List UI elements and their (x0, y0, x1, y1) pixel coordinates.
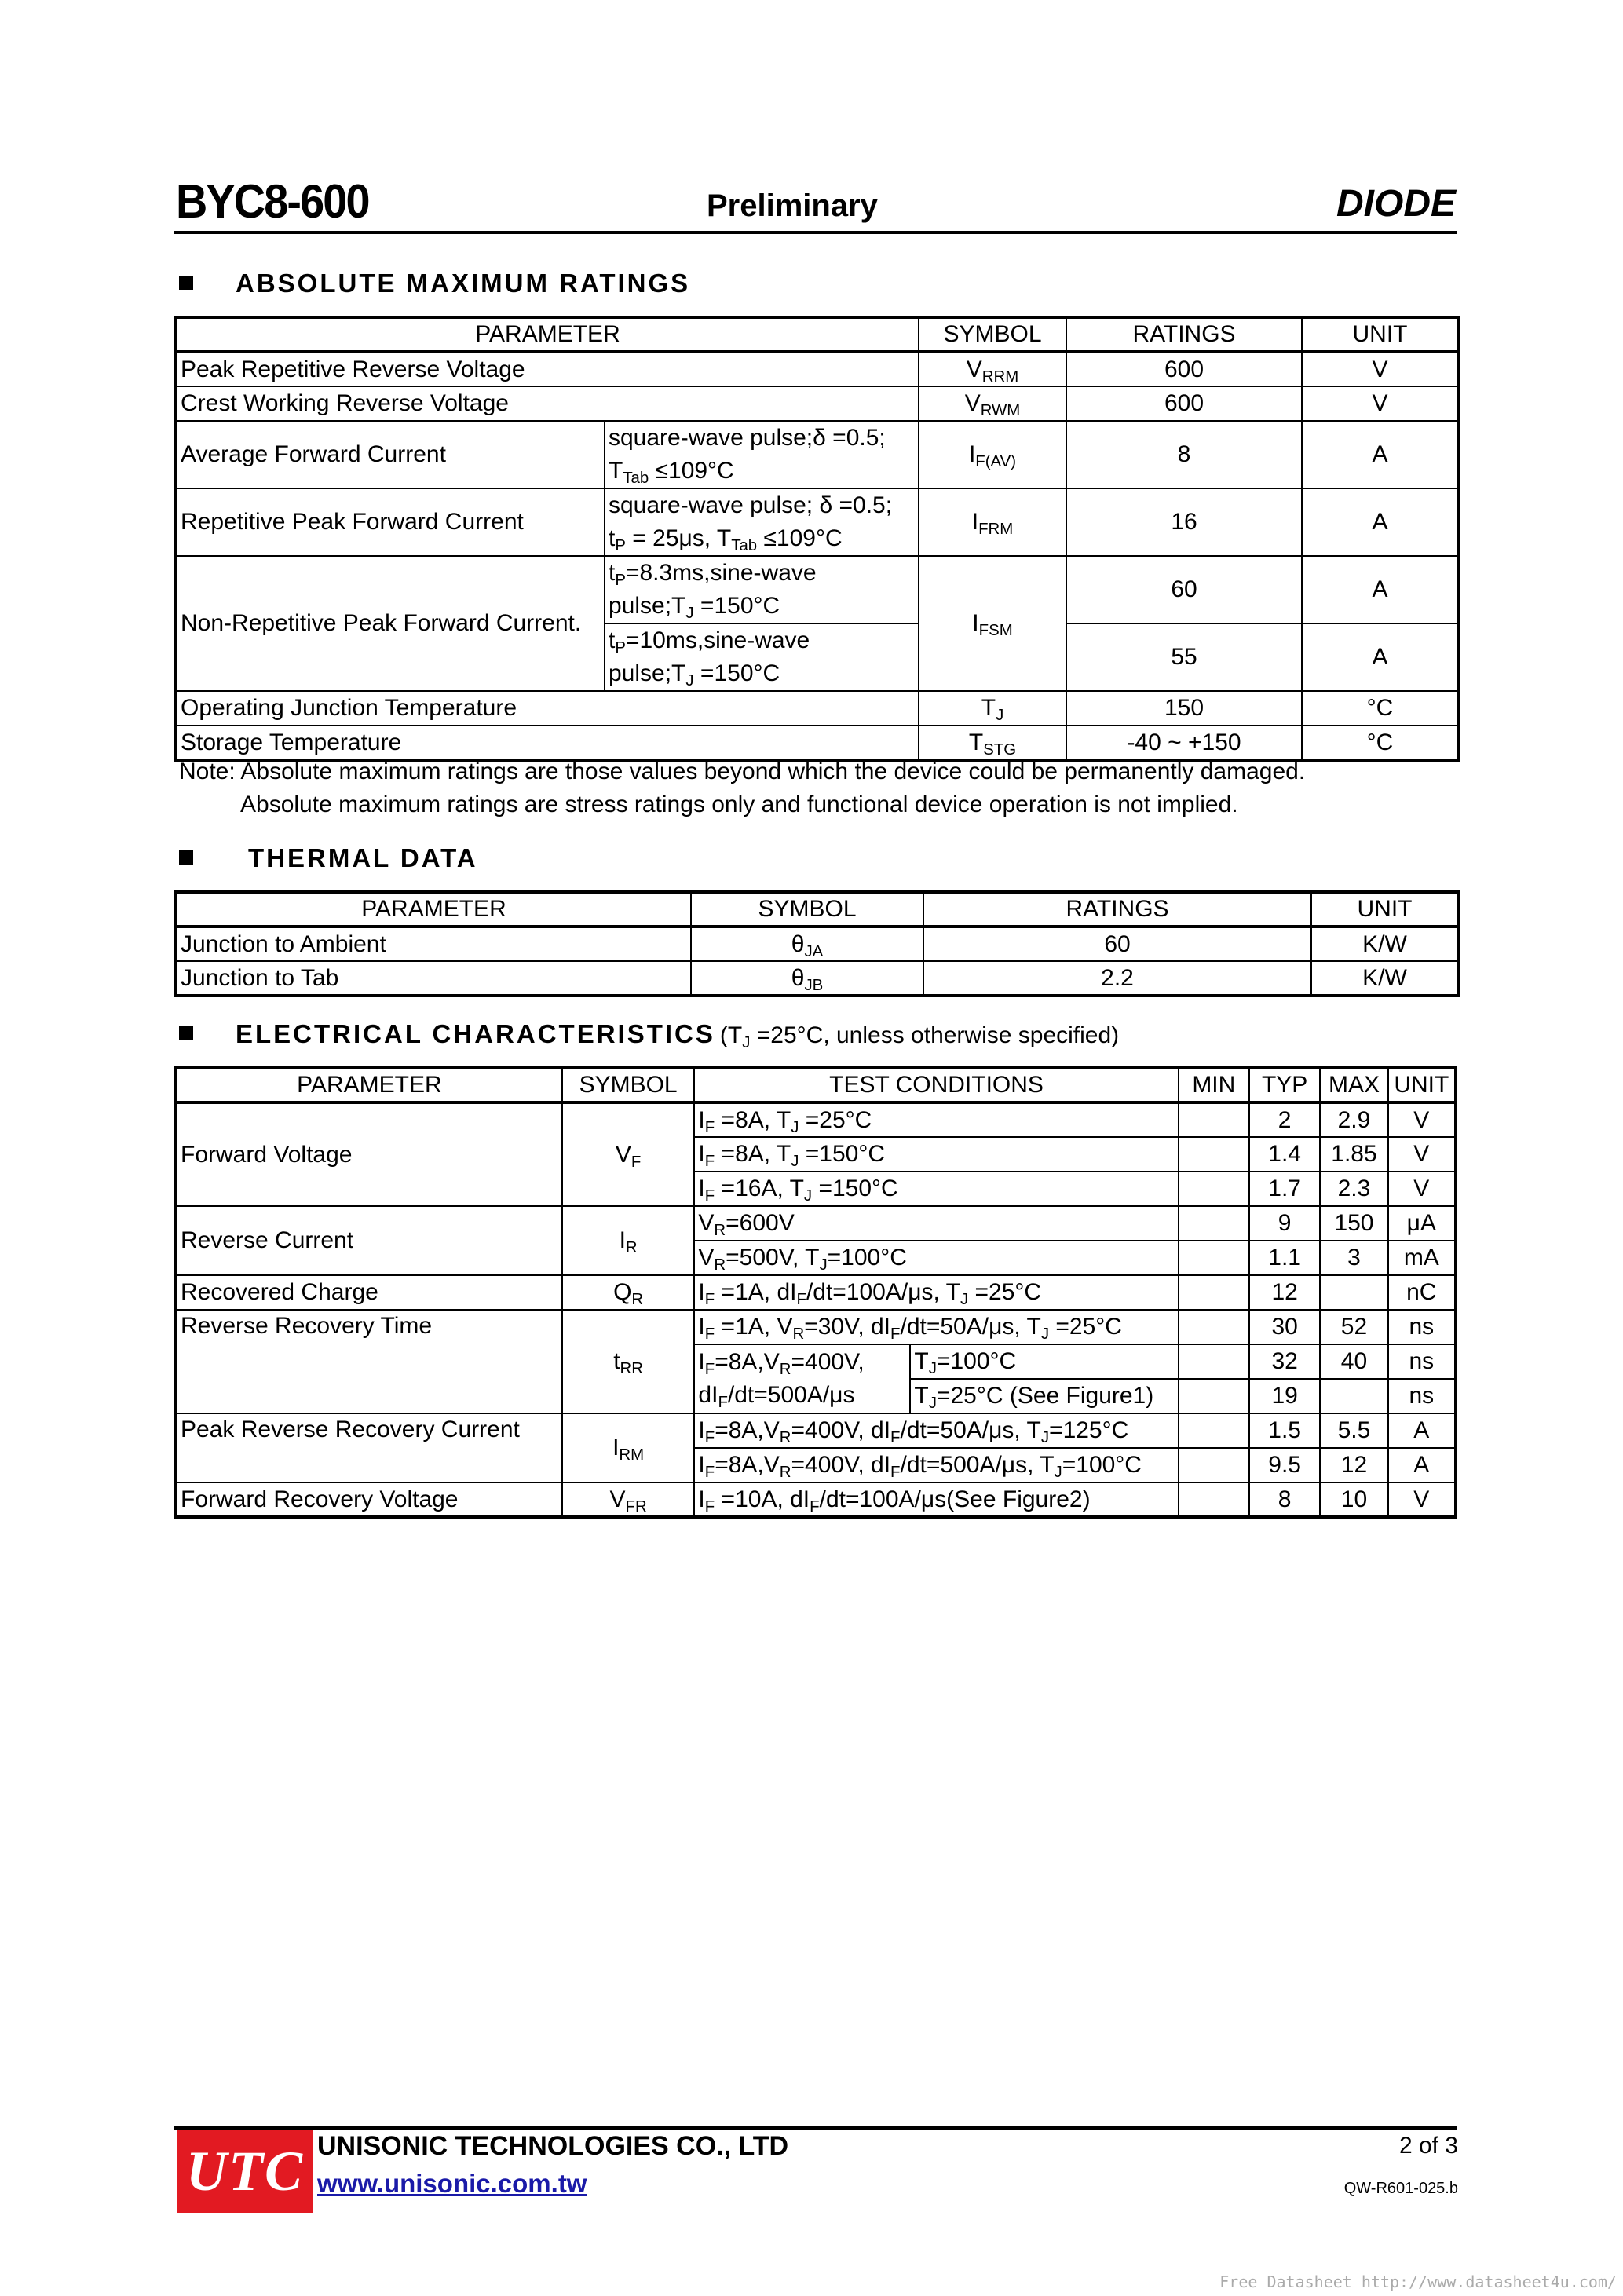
condition-cell: $I_F=8A,V_R=400V$, $dI_F/dt=50A/\mu s$, $T_J=125^\circ C$ (694, 1413, 1178, 1448)
unit-cell: V (1388, 1102, 1456, 1137)
unit-cell: A (1302, 421, 1459, 488)
unit-cell: K/W (1311, 961, 1459, 996)
col-parameter: PARAMETER (176, 317, 919, 352)
square-bullet-icon (179, 1026, 193, 1040)
thermal-table (174, 890, 1460, 997)
typ-cell: 30 (1249, 1310, 1320, 1344)
unit-cell: ns (1388, 1344, 1456, 1379)
square-bullet-icon (179, 276, 193, 290)
symbol-cell: $V_{RRM}$ (919, 352, 1066, 386)
condition-cell: $I_F =1A$, $dI_F/dt=100A/\mu s$, $T_J =25^\circ C$ (694, 1275, 1178, 1310)
col-unit: UNIT (1388, 1068, 1456, 1102)
condition-cell: $I_F =8A$, $T_J =25^\circ C$ (694, 1102, 1178, 1137)
param-cell: Peak Reverse Recovery Current (176, 1413, 562, 1483)
watermark: Free Datasheet http://www.datasheet4u.com/ (1219, 2272, 1617, 2291)
condition-cell: $T_J=100^\circ C$ (910, 1344, 1178, 1379)
table-row (176, 927, 1459, 961)
rating-cell: 16 (1066, 488, 1302, 556)
table-header-row (176, 892, 1459, 927)
rating-cell: -40 ~ +150 (1066, 726, 1302, 760)
max-cell: 150 (1320, 1206, 1387, 1241)
header-rule (174, 231, 1457, 234)
rating-cell: 150 (1066, 691, 1302, 726)
amr-table (174, 316, 1460, 762)
table-row (176, 386, 1459, 421)
condition-cell: $T_J=25^\circ C$ (See Figure1) (910, 1379, 1178, 1413)
condition-cell: $V_R=600V$ (694, 1206, 1178, 1241)
company-website-link[interactable]: www.unisonic.com.tw (317, 2169, 587, 2198)
min-cell (1179, 1344, 1249, 1379)
col-typ: TYP (1249, 1068, 1320, 1102)
table-row (176, 421, 1459, 488)
param-cell: Reverse Recovery Time (176, 1310, 562, 1413)
section-heading-electrical: ELECTRICAL CHARACTERISTICS ($T_J =25^\circ C$, unless otherwise specified) (179, 1019, 1119, 1049)
unit-cell: μA (1388, 1206, 1456, 1241)
unit-cell: A (1302, 623, 1459, 691)
table-row (176, 726, 1459, 760)
section-heading-amr: ABSOLUTE MAXIMUM RATINGS (179, 269, 690, 298)
rating-cell: 600 (1066, 386, 1302, 421)
col-symbol: SYMBOL (562, 1068, 695, 1102)
condition-cell: square-wave pulse; δ =0.5; $t_P = 25\mu s$, $T_{Tab} \le 109^\circ C$ (605, 488, 919, 556)
unit-cell: V (1388, 1172, 1456, 1206)
col-unit: UNIT (1311, 892, 1459, 927)
min-cell (1179, 1172, 1249, 1206)
symbol-cell: $I_{RM}$ (562, 1413, 695, 1483)
condition-cell: $I_F =10A$, $dI_F/dt=100A/\mu s(See$ Figure2) (694, 1483, 1178, 1517)
rating-cell: 55 (1066, 623, 1302, 691)
typ-cell: 32 (1249, 1344, 1320, 1379)
min-cell (1179, 1102, 1249, 1137)
col-ratings: RATINGS (1066, 317, 1302, 352)
condition-cell: $V_R=500V$, $T_J=100^\circ C$ (694, 1241, 1178, 1275)
typ-cell: 19 (1249, 1379, 1320, 1413)
rating-cell: 8 (1066, 421, 1302, 488)
condition-cell: $I_F =16A$, $T_J =150^\circ C$ (694, 1172, 1178, 1206)
unit-cell: ns (1388, 1310, 1456, 1344)
typ-cell: 1.7 (1249, 1172, 1320, 1206)
col-parameter: PARAMETER (176, 1068, 562, 1102)
unit-cell: ns (1388, 1379, 1456, 1413)
note-line-2: Absolute maximum ratings are stress ratings only and functional device operation is not implied. (240, 792, 1238, 817)
condition-cell: $t_P=10ms,\sin e$-wave $pulse;T_J =150^\circ C$ (605, 623, 919, 691)
unit-cell: °C (1302, 726, 1459, 760)
symbol-cell: $\theta_{JB}$ (691, 961, 923, 996)
min-cell (1179, 1137, 1249, 1172)
table-row (176, 556, 1459, 623)
max-cell: 3 (1320, 1241, 1387, 1275)
unit-cell: V (1302, 352, 1459, 386)
param-cell: Crest Working Reverse Voltage (176, 386, 919, 421)
param-cell: Junction to Tab (176, 961, 691, 996)
col-symbol: SYMBOL (919, 317, 1066, 352)
min-cell (1179, 1413, 1249, 1448)
param-cell: Non-Repetitive Peak Forward Current. (176, 556, 605, 691)
unit-cell: A (1302, 556, 1459, 623)
page-number: 2 of 3 (1398, 2133, 1458, 2159)
table-header-row (176, 317, 1459, 352)
note-line-1: Note: Absolute maximum ratings are those values beyond which the device could be permanently damaged. (179, 759, 1306, 784)
symbol-cell: $I_{FRM}$ (919, 488, 1066, 556)
typ-cell: 1.5 (1249, 1413, 1320, 1448)
max-cell: 10 (1320, 1483, 1387, 1517)
symbol-cell: $T_{STG}$ (919, 726, 1066, 760)
unit-cell: K/W (1311, 927, 1459, 961)
footer-rule (174, 2126, 1457, 2130)
symbol-cell: $T_J$ (919, 691, 1066, 726)
company-name: UNISONIC TECHNOLOGIES CO., LTD (317, 2131, 789, 2161)
param-cell: Operating Junction Temperature (176, 691, 919, 726)
typ-cell: 1.4 (1249, 1137, 1320, 1172)
param-cell: Recovered Charge (176, 1275, 562, 1310)
min-cell (1179, 1448, 1249, 1483)
rating-cell: 60 (923, 927, 1311, 961)
max-cell: 5.5 (1320, 1413, 1387, 1448)
param-cell: Storage Temperature (176, 726, 919, 760)
param-cell: Average Forward Current (176, 421, 605, 488)
symbol-cell: $I_R$ (562, 1206, 695, 1275)
col-max: MAX (1320, 1068, 1387, 1102)
unit-cell: V (1388, 1483, 1456, 1517)
param-cell: Forward Recovery Voltage (176, 1483, 562, 1517)
max-cell: 40 (1320, 1344, 1387, 1379)
symbol-cell: $t_{RR}$ (562, 1310, 695, 1413)
param-cell: Reverse Current (176, 1206, 562, 1275)
table-row (176, 488, 1459, 556)
unit-cell: mA (1388, 1241, 1456, 1275)
rating-cell: 2.2 (923, 961, 1311, 996)
table-header-row (176, 1068, 1456, 1102)
param-cell: Repetitive Peak Forward Current (176, 488, 605, 556)
table-row (176, 1102, 1456, 1137)
min-cell (1179, 1310, 1249, 1344)
max-cell: 1.85 (1320, 1137, 1387, 1172)
symbol-cell: $Q_R$ (562, 1275, 695, 1310)
electrical-table (174, 1066, 1457, 1519)
unit-cell: A (1388, 1448, 1456, 1483)
unit-cell: °C (1302, 691, 1459, 726)
symbol-cell: $I_{FSM}$ (919, 556, 1066, 691)
max-cell (1320, 1379, 1387, 1413)
table-row (176, 1413, 1456, 1448)
section-condition: ($T_J =25^\circ C$, unless otherwise specified) (719, 1022, 1120, 1052)
typ-cell: 9 (1249, 1206, 1320, 1241)
typ-cell: 9.5 (1249, 1448, 1320, 1483)
symbol-cell: $\theta_{JA}$ (691, 927, 923, 961)
table-row (176, 691, 1459, 726)
rating-cell: 600 (1066, 352, 1302, 386)
param-cell: Forward Voltage (176, 1102, 562, 1206)
max-cell: 2.9 (1320, 1102, 1387, 1137)
symbol-cell: $I_{F(AV)}$ (919, 421, 1066, 488)
unit-cell: V (1388, 1137, 1456, 1172)
condition-cell: $I_F =1A$, $V_R=30V$, $dI_F/dt=50A/\mu s$, $T_J =25^\circ C$ (694, 1310, 1178, 1344)
document-status: Preliminary (707, 188, 878, 223)
max-cell: 12 (1320, 1448, 1387, 1483)
square-bullet-icon (179, 850, 193, 865)
unit-cell: V (1302, 386, 1459, 421)
table-row (176, 352, 1459, 386)
table-row (176, 1310, 1456, 1344)
col-parameter: PARAMETER (176, 892, 691, 927)
symbol-cell: $V_{RWM}$ (919, 386, 1066, 421)
min-cell (1179, 1241, 1249, 1275)
col-min: MIN (1179, 1068, 1249, 1102)
col-symbol: SYMBOL (691, 892, 923, 927)
min-cell (1179, 1206, 1249, 1241)
param-cell: Peak Repetitive Reverse Voltage (176, 352, 919, 386)
device-type: DIODE (1336, 183, 1456, 225)
symbol-cell: $V_F$ (562, 1102, 695, 1206)
table-row (176, 1275, 1456, 1310)
typ-cell: 12 (1249, 1275, 1320, 1310)
typ-cell: 1.1 (1249, 1241, 1320, 1275)
col-ratings: RATINGS (923, 892, 1311, 927)
typ-cell: 8 (1249, 1483, 1320, 1517)
section-heading-thermal: THERMAL DATA (179, 843, 478, 873)
symbol-cell: $V_{FR}$ (562, 1483, 695, 1517)
document-code: QW-R601-025.b (1343, 2180, 1458, 2197)
table-row (176, 961, 1459, 996)
unit-cell: nC (1388, 1275, 1456, 1310)
min-cell (1179, 1275, 1249, 1310)
col-test-conditions: TEST CONDITIONS (694, 1068, 1178, 1102)
condition-cell: $I_F =8A$, $T_J =150^\circ C$ (694, 1137, 1178, 1172)
condition-cell: $t_P=8.3ms,\sin e$-wave $pulse;T_J =150^\circ C$ (605, 556, 919, 623)
part-number: BYC8-600 (176, 175, 369, 228)
table-row (176, 1483, 1456, 1517)
condition-cell: square-wave pulse;δ =0.5; $T_{Tab} \le 109^\circ C$ (605, 421, 919, 488)
min-cell (1179, 1483, 1249, 1517)
condition-cell: $I_F=8A,V_R=400V$, $dI_F/dt=500A/\mu s$, $T_J=100^\circ C$ (694, 1448, 1178, 1483)
utc-logo: UTC (177, 2130, 313, 2213)
col-unit: UNIT (1302, 317, 1459, 352)
min-cell (1179, 1379, 1249, 1413)
condition-cell: $I_F=8A,V_R=400V$, $dI_F/dt=500A/\mu s$ (694, 1344, 910, 1413)
table-row (176, 1206, 1456, 1241)
typ-cell: 2 (1249, 1102, 1320, 1137)
unit-cell: A (1302, 488, 1459, 556)
param-cell: Junction to Ambient (176, 927, 691, 961)
max-cell: 2.3 (1320, 1172, 1387, 1206)
max-cell: 52 (1320, 1310, 1387, 1344)
rating-cell: 60 (1066, 556, 1302, 623)
unit-cell: A (1388, 1413, 1456, 1448)
max-cell (1320, 1275, 1387, 1310)
